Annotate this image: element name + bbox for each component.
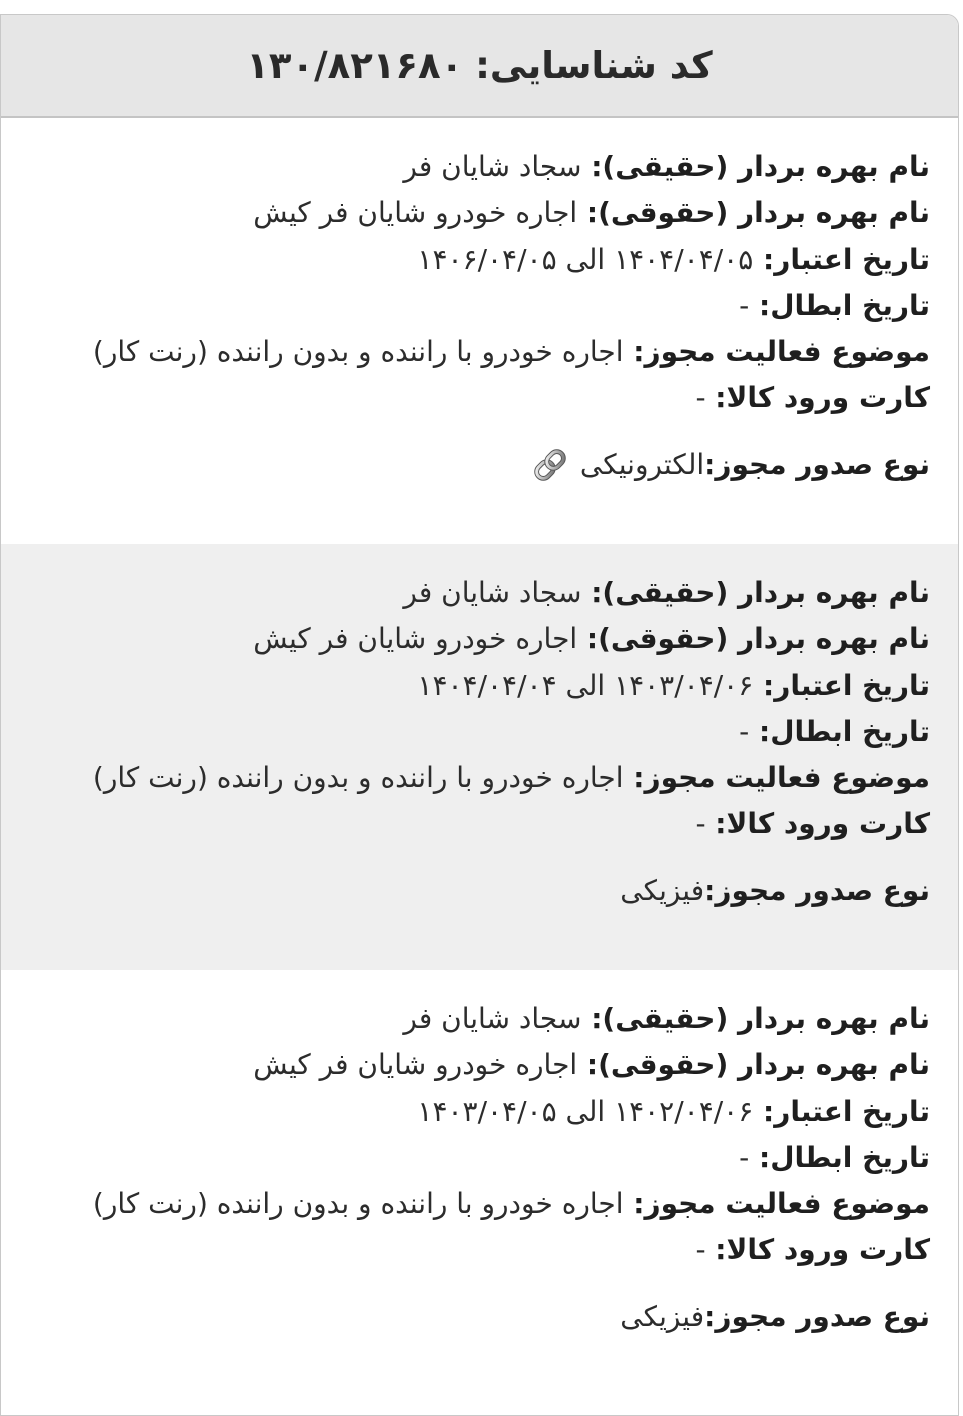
identification-code-value: ۱۳۰/۸۲۱۶۸۰ xyxy=(246,44,464,87)
cancellation-value: - xyxy=(739,1140,750,1174)
cancellation-label: تاریخ ابطال: xyxy=(749,288,930,322)
validity-label: تاریخ اعتبار: xyxy=(753,668,930,702)
activity-value: اجاره خودرو با راننده و بدون راننده (رنت کار) xyxy=(92,761,624,795)
link-icon[interactable] xyxy=(530,445,570,485)
goods-card-label: کارت ورود کالا: xyxy=(705,807,930,841)
issue-type-value: فیزیکی xyxy=(620,873,705,907)
activity-label: موضوع فعالیت مجوز: xyxy=(623,1187,930,1221)
natural-owner-label: نام بهره بردار (حقیقی): xyxy=(581,1002,930,1035)
goods-card-value: - xyxy=(695,1233,706,1267)
legal-owner-row xyxy=(21,190,930,236)
activity-value: اجاره خودرو با راننده و بدون راننده (رنت کار) xyxy=(92,1187,624,1221)
cancellation-row xyxy=(21,283,930,329)
validity-value: ۱۴۰۲/۰۴/۰۶ الی ۱۴۰۳/۰۴/۰۵ xyxy=(417,1094,754,1128)
legal-owner-label: نام بهره بردار (حقوقی): xyxy=(577,1048,930,1082)
issue-type-label: نوع صدور مجوز: xyxy=(704,1299,930,1333)
issue-type-row xyxy=(21,1294,930,1340)
legal-owner-value: اجاره خودرو شایان فر کیش xyxy=(253,196,578,230)
legal-owner-label: نام بهره بردار (حقوقی): xyxy=(577,622,930,656)
license-card xyxy=(0,14,959,1416)
cancellation-row xyxy=(21,709,930,755)
cancellation-label: تاریخ ابطال: xyxy=(749,1140,930,1174)
goods-card-value: - xyxy=(695,807,706,841)
activity-row xyxy=(21,1181,930,1227)
issue-type-value: الکترونیکی xyxy=(579,447,705,481)
activity-row xyxy=(21,329,930,375)
natural-owner-row xyxy=(21,996,930,1042)
natural-owner-label: نام بهره بردار (حقیقی): xyxy=(581,150,930,183)
natural-owner-row xyxy=(21,570,930,616)
activity-value: اجاره خودرو با راننده و بدون راننده (رنت کار) xyxy=(92,335,624,369)
card-header xyxy=(1,15,958,118)
goods-card-value: - xyxy=(695,381,706,415)
activity-label: موضوع فعالیت مجوز: xyxy=(623,335,930,369)
goods-card-row xyxy=(21,1227,930,1273)
issue-type-label: نوع صدور مجوز: xyxy=(704,873,930,907)
activity-row xyxy=(21,755,930,801)
cancellation-value: - xyxy=(739,714,750,748)
license-record xyxy=(1,118,958,544)
validity-value: ۱۴۰۳/۰۴/۰۶ الی ۱۴۰۴/۰۴/۰۴ xyxy=(417,668,754,702)
legal-owner-value: اجاره خودرو شایان فر کیش xyxy=(253,622,578,656)
legal-owner-value: اجاره خودرو شایان فر کیش xyxy=(253,1048,578,1082)
validity-label: تاریخ اعتبار: xyxy=(753,1094,930,1128)
identification-code-label: کد شناسایی: xyxy=(475,44,713,87)
issue-type-row xyxy=(21,442,930,488)
goods-card-label: کارت ورود کالا: xyxy=(705,381,930,415)
issue-type-value: فیزیکی xyxy=(620,1299,705,1333)
validity-label: تاریخ اعتبار: xyxy=(753,242,930,276)
activity-label: موضوع فعالیت مجوز: xyxy=(623,761,930,795)
cancellation-label: تاریخ ابطال: xyxy=(749,714,930,748)
cancellation-value: - xyxy=(739,288,750,322)
validity-value: ۱۴۰۴/۰۴/۰۵ الی ۱۴۰۶/۰۴/۰۵ xyxy=(417,242,754,276)
legal-owner-row xyxy=(21,616,930,662)
issue-type-label: نوع صدور مجوز: xyxy=(704,447,930,481)
legal-owner-row xyxy=(21,1042,930,1088)
natural-owner-label: نام بهره بردار (حقیقی): xyxy=(581,576,930,609)
link-icon-graphic xyxy=(531,446,569,484)
legal-owner-label: نام بهره بردار (حقوقی): xyxy=(577,196,930,230)
validity-row xyxy=(21,663,930,709)
goods-card-row xyxy=(21,801,930,847)
license-record xyxy=(1,544,958,970)
natural-owner-value: سجاد شایان فر xyxy=(403,576,582,609)
goods-card-row xyxy=(21,375,930,421)
natural-owner-value: سجاد شایان فر xyxy=(403,150,582,183)
natural-owner-value: سجاد شایان فر xyxy=(403,1002,582,1035)
license-record xyxy=(1,970,958,1416)
issue-type-row xyxy=(21,868,930,914)
validity-row xyxy=(21,1089,930,1135)
goods-card-label: کارت ورود کالا: xyxy=(705,1233,930,1267)
validity-row xyxy=(21,237,930,283)
natural-owner-row xyxy=(21,144,930,190)
cancellation-row xyxy=(21,1135,930,1181)
